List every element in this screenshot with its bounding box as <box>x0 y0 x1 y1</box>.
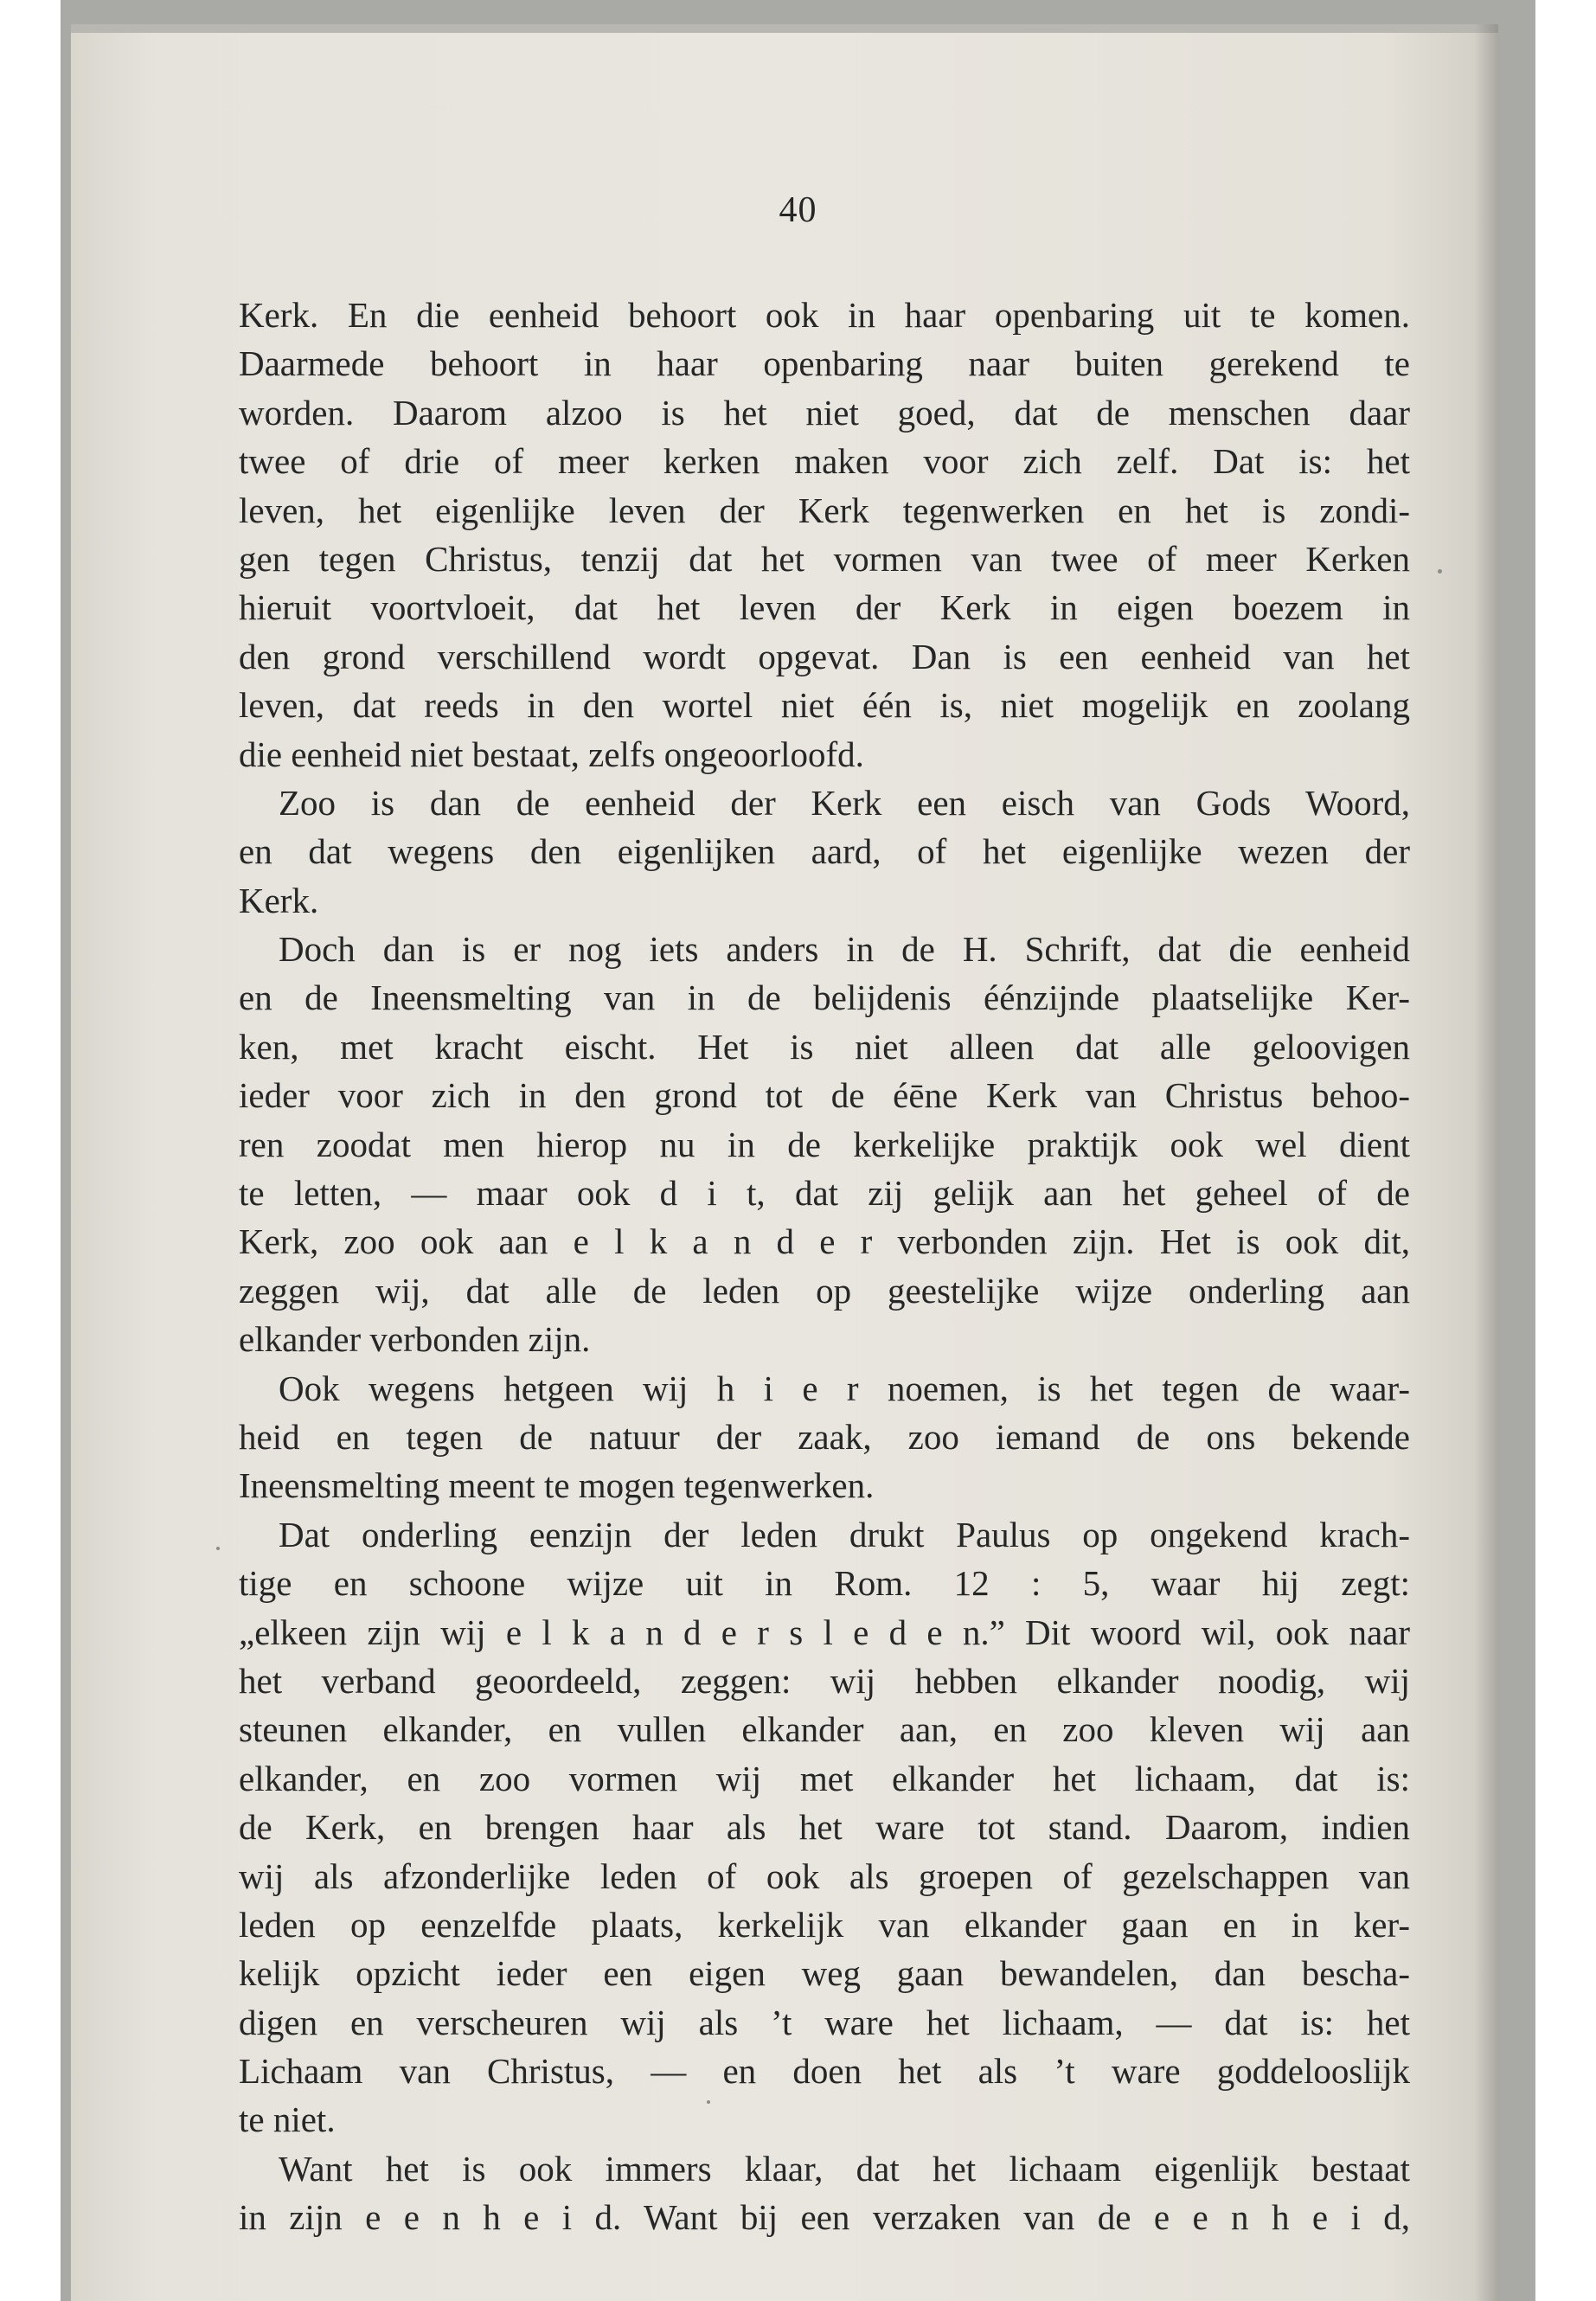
text-line: Kerk. En die eenheid behoort ook in haar openbaring uit te komen. <box>239 295 1410 335</box>
text-line: elkander, en zoo vormen wij met elkander het lichaam, dat is: <box>239 1758 1410 1798</box>
text-line: digen en verscheuren wij als ’t ware het lichaam, — dat is: het <box>239 2002 1410 2042</box>
text-line: Kerk, zoo ook aan e l k a n d e r verbonden zijn. Het is ook dit, <box>239 1221 1410 1262</box>
text-line: ren zoodat men hierop nu in de kerkelijke praktijk ook wel dient <box>239 1124 1410 1164</box>
text-line: en de Ineensmelting van in de belijdenis éénzijnde plaatselijke Ker- <box>239 977 1410 1018</box>
text-line: leden op eenzelfde plaats, kerkelijk van elkander gaan en in ker- <box>239 1904 1410 1945</box>
text-line: in zijn e e n h e i d. Want bij een verzaken van de e e n h e i d, <box>239 2197 1410 2238</box>
text-line: ieder voor zich in den grond tot de éēne Kerk van Christus behoo- <box>239 1075 1410 1116</box>
text-line: en dat wegens den eigenlijken aard, of het eigenlijke wezen der <box>239 831 1410 872</box>
text-line: hieruit voortvloeit, dat het leven der Kerk in eigen boezem in <box>239 587 1410 628</box>
text-line: twee of drie of meer kerken maken voor zich zelf. Dat is: het <box>239 441 1410 482</box>
text-line: kelijk opzicht ieder een eigen weg gaan bewandelen, dan bescha- <box>239 1953 1410 1994</box>
text-line: Ook wegens hetgeen wij h i e r noemen, is het tegen de waar- <box>279 1368 1410 1408</box>
text-line: te niet. <box>239 2099 336 2140</box>
text-line: gen tegen Christus, tenzij dat het vormen van twee of meer Kerken <box>239 538 1410 579</box>
text-line: Zoo is dan de eenheid der Kerk een eisch van Gods Woord, <box>279 782 1410 823</box>
page-binding-shadow <box>1474 24 1498 2301</box>
text-line: Daarmede behoort in haar openbaring naar buiten gerekend te <box>239 343 1410 384</box>
text-line: Doch dan is er nog iets anders in de H. Schrift, dat die eenheid <box>279 929 1410 970</box>
text-line: Ineensmelting meent te mogen tegenwerken. <box>239 1465 875 1506</box>
page-number: 40 <box>779 190 817 230</box>
text-line: de Kerk, en brengen haar als het ware tot stand. Daarom, indien <box>239 1807 1410 1848</box>
body-text <box>239 291 1410 2242</box>
paper-fleck <box>216 1547 220 1550</box>
page-top-edge <box>71 24 1498 33</box>
text-line: heid en tegen de natuur der zaak, zoo iemand de ons bekende <box>239 1416 1410 1457</box>
text-line: leven, dat reeds in den wortel niet één is, niet mogelijk en zoolang <box>239 685 1410 726</box>
text-line: Dat onderling eenzijn der leden drukt Paulus op ongekend krach- <box>279 1514 1410 1554</box>
paper-fleck <box>1438 569 1442 574</box>
text-line: Want het is ook immers klaar, dat het lichaam eigenlijk bestaat <box>279 2148 1410 2189</box>
text-line: „elkeen zijn wij e l k a n d e r s l e d e n.” Dit woord wil, ook naar <box>239 1612 1410 1652</box>
text-line: tige en schoone wijze uit in Rom. 12 : 5, waar hij zegt: <box>239 1563 1410 1604</box>
text-line: te letten, — maar ook d i t, dat zij gelijk aan het geheel of de <box>239 1173 1410 1214</box>
text-line: Kerk. <box>239 880 319 920</box>
text-line: worden. Daarom alzoo is het niet goed, dat de menschen daar <box>239 392 1410 433</box>
text-line: Lichaam van Christus, — en doen het als ’t ware goddelooslijk <box>239 2051 1410 2092</box>
text-line: ken, met kracht eischt. Het is niet alleen dat alle geloovigen <box>239 1026 1410 1067</box>
text-line: die eenheid niet bestaat, zelfs ongeoorloofd. <box>239 734 864 774</box>
text-line: wij als afzonderlijke leden of ook als groepen of gezelschappen van <box>239 1856 1410 1896</box>
text-line: elkander verbonden zijn. <box>239 1319 591 1360</box>
text-line: zeggen wij, dat alle de leden op geestelijke wijze onderling aan <box>239 1270 1410 1311</box>
text-line: het verband geoordeeld, zeggen: wij hebben elkander noodig, wij <box>239 1660 1410 1701</box>
text-line: steunen elkander, en vullen elkander aan, en zoo kleven wij aan <box>239 1709 1410 1750</box>
text-line: den grond verschillend wordt opgevat. Dan is een eenheid van het <box>239 636 1410 676</box>
text-line: leven, het eigenlijke leven der Kerk tegenwerken en het is zondi- <box>239 490 1410 530</box>
